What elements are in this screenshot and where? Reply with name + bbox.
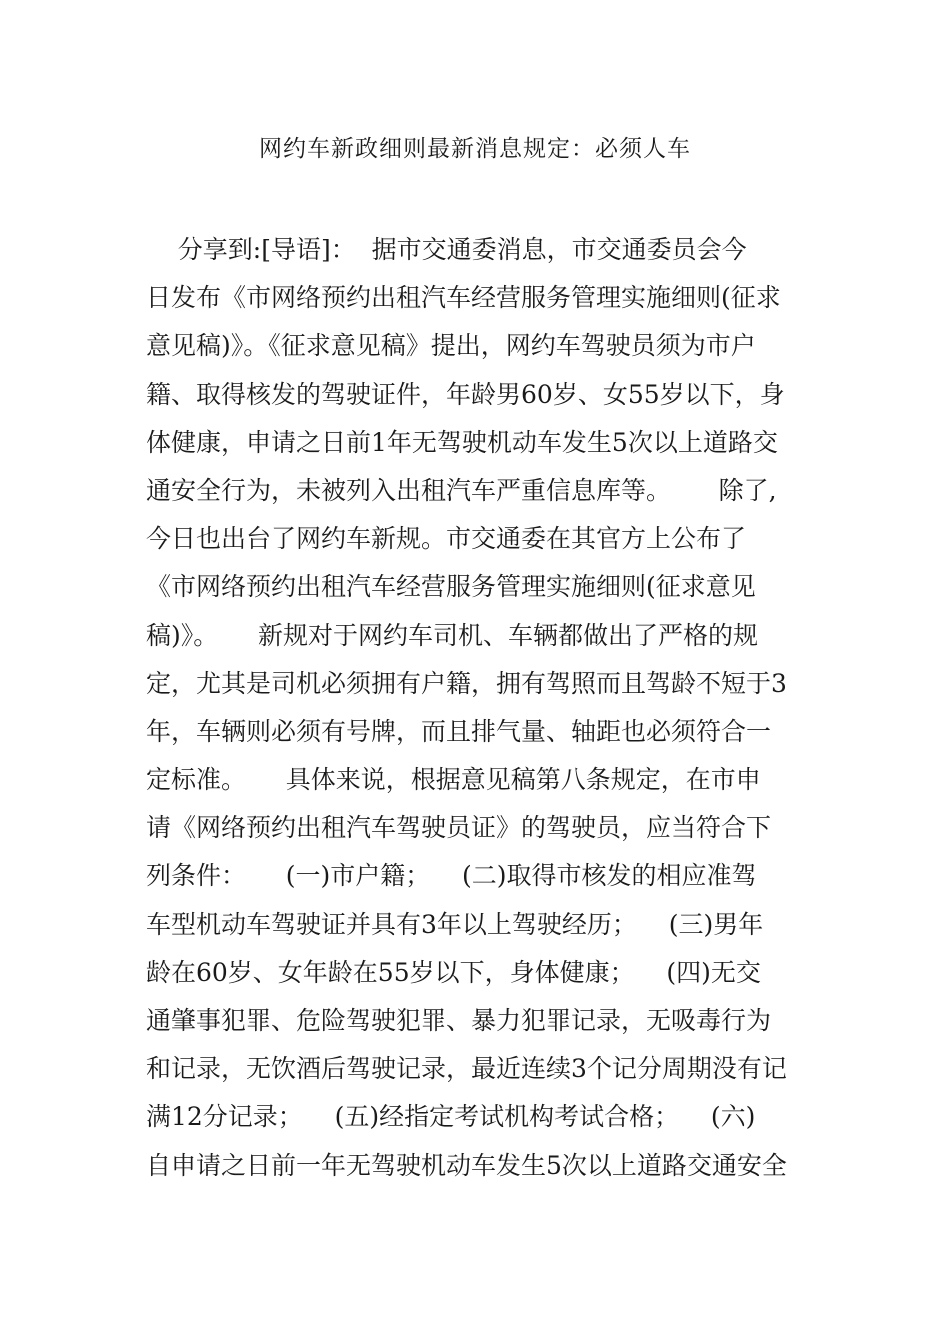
body-line: 和记录，无饮酒后驾驶记录，最近连续3个记分周期没有记 — [146, 1054, 787, 1084]
body-line: 龄在60岁、女年龄在55岁以下，身体健康； (四)无交 — [146, 957, 761, 987]
body-line: 籍、取得核发的驾驶证件，年龄男60岁、女55岁以下，身 — [146, 379, 785, 409]
body-line: 定标准。 具体来说，根据意见稿第八条规定，在市申 — [146, 765, 761, 795]
body-line: 体健康，申请之日前1年无驾驶机动车发生5次以上道路交 — [146, 427, 778, 457]
body-line: 车型机动车驾驶证并具有3年以上驾驶经历； (三)男年 — [146, 909, 764, 939]
document-title: 网约车新政细则最新消息规定：必须人车 — [259, 136, 691, 162]
body-line: 定，尤其是司机必须拥有户籍，拥有驾照而且驾龄不短于3 — [146, 668, 787, 698]
body-line: 分享到:[导语]： 据市交通委消息，市交通委员会今 — [146, 235, 747, 264]
body-line: 通安全行为，未被列入出租汽车严重信息库等。 除了, — [146, 475, 777, 505]
document-body — [146, 230, 816, 1194]
body-line: 通肇事犯罪、危险驾驶犯罪、暴力犯罪记录，无吸毒行为 — [146, 1006, 772, 1035]
body-line: 意见稿)》。《征求意见稿》提出，网约车驾驶员须为市户 — [146, 331, 756, 361]
body-line: 满12分记录； (五)经指定考试机构考试合格； (六) — [146, 1102, 756, 1132]
body-line: 《市网络预约出租汽车经营服务管理实施细则(征求意见 — [146, 572, 756, 602]
body-line: 日发布《市网络预约出租汽车经营服务管理实施细则(征求 — [146, 283, 781, 313]
body-line: 今日也出台了网约车新规。市交通委在其官方上公布了 — [146, 524, 747, 554]
body-line: 列条件： (一)市户籍； (二)取得市核发的相应准驾 — [146, 861, 757, 891]
body-line: 自申请之日前一年无驾驶机动车发生5次以上道路交通安全 — [146, 1150, 787, 1180]
body-line: 稿)》。 新规对于网约车司机、车辆都做出了严格的规 — [146, 620, 758, 650]
body-line: 请《网络预约出租汽车驾驶员证》的驾驶员，应当符合下 — [146, 813, 772, 843]
body-line: 年，车辆则必须有号牌，而且排气量、轴距也必须符合一 — [146, 716, 772, 746]
